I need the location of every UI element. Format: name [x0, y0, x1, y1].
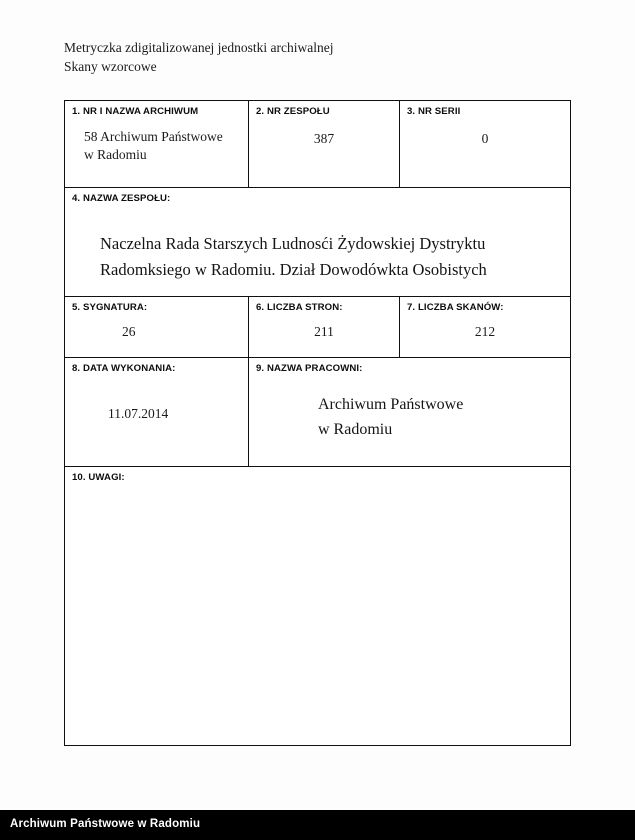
label-nr-zespolu: 2. NR ZESPOŁU [256, 106, 330, 117]
label-data-wykonania: 8. DATA WYKONANIA: [72, 363, 176, 374]
document-header-line-2: Skany wzorcowe [64, 59, 157, 74]
table-row-date-pracownia [65, 358, 571, 467]
label-nazwa-zespolu: 4. NAZWA ZESPOŁU: [72, 193, 171, 204]
value-nazwa-zespolu-line-1: Naczelna Rada Starszych Ludnosći Żydowskiej Dystryktu [100, 234, 486, 253]
value-sygnatura: 26 [122, 324, 136, 339]
document-header [64, 38, 564, 76]
cell-nr-zespolu [249, 101, 400, 188]
cell-uwagi [65, 467, 571, 746]
label-uwagi: 10. UWAGI: [72, 472, 125, 483]
cell-nazwa-zespolu [65, 188, 571, 297]
metryczka-table [64, 100, 571, 746]
label-nr-i-nazwa-archiwum: 1. NR I NAZWA ARCHIWUM [72, 106, 199, 117]
cell-liczba-stron [249, 297, 400, 358]
value-liczba-skanow: 212 [474, 324, 496, 339]
value-nazwa-zespolu [100, 231, 563, 283]
footer-bar [0, 810, 635, 840]
value-data-wykonania: 11.07.2014 [108, 406, 169, 421]
cell-sygnatura [65, 297, 249, 358]
value-nazwa-pracowni [318, 392, 563, 442]
label-nazwa-pracowni: 9. NAZWA PRACOWNI: [256, 363, 363, 374]
value-nazwa-zespolu-line-2: Radomksiego w Radomiu. Dział Dowodówkta Osobistych [100, 260, 487, 279]
document-header-line-1: Metryczka zdigitalizowanej jednostki archiwalnej [64, 40, 334, 55]
cell-nr-i-nazwa-archiwum [65, 101, 249, 188]
value-pracownia-line-2: w Radomiu [318, 421, 393, 438]
cell-nr-serii [400, 101, 571, 188]
label-liczba-skanow: 7. LICZBA SKANÓW: [407, 302, 504, 313]
cell-liczba-skanow [400, 297, 571, 358]
label-sygnatura: 5. SYGNATURA: [72, 302, 148, 313]
value-archiwum-line-1: 58 Archiwum Państwowe [84, 129, 223, 144]
table-row-archive [65, 101, 571, 188]
value-nr-i-nazwa-archiwum [84, 128, 241, 164]
value-liczba-stron: 211 [314, 324, 334, 339]
value-nr-zespolu: 387 [313, 131, 335, 146]
table-row-nazwa-zespolu [65, 188, 571, 297]
label-liczba-stron: 6. LICZBA STRON: [256, 302, 343, 313]
value-archiwum-line-2: w Radomiu [84, 147, 147, 162]
footer-caption: Archiwum Państwowe w Radomiu [10, 818, 201, 830]
table-row-counts [65, 297, 571, 358]
value-nr-serii: 0 [481, 131, 489, 146]
value-pracownia-line-1: Archiwum Państwowe [318, 396, 464, 413]
cell-nazwa-pracowni [249, 358, 571, 467]
table-row-uwagi [65, 467, 571, 746]
label-nr-serii: 3. NR SERII [407, 106, 461, 117]
cell-data-wykonania [65, 358, 249, 467]
